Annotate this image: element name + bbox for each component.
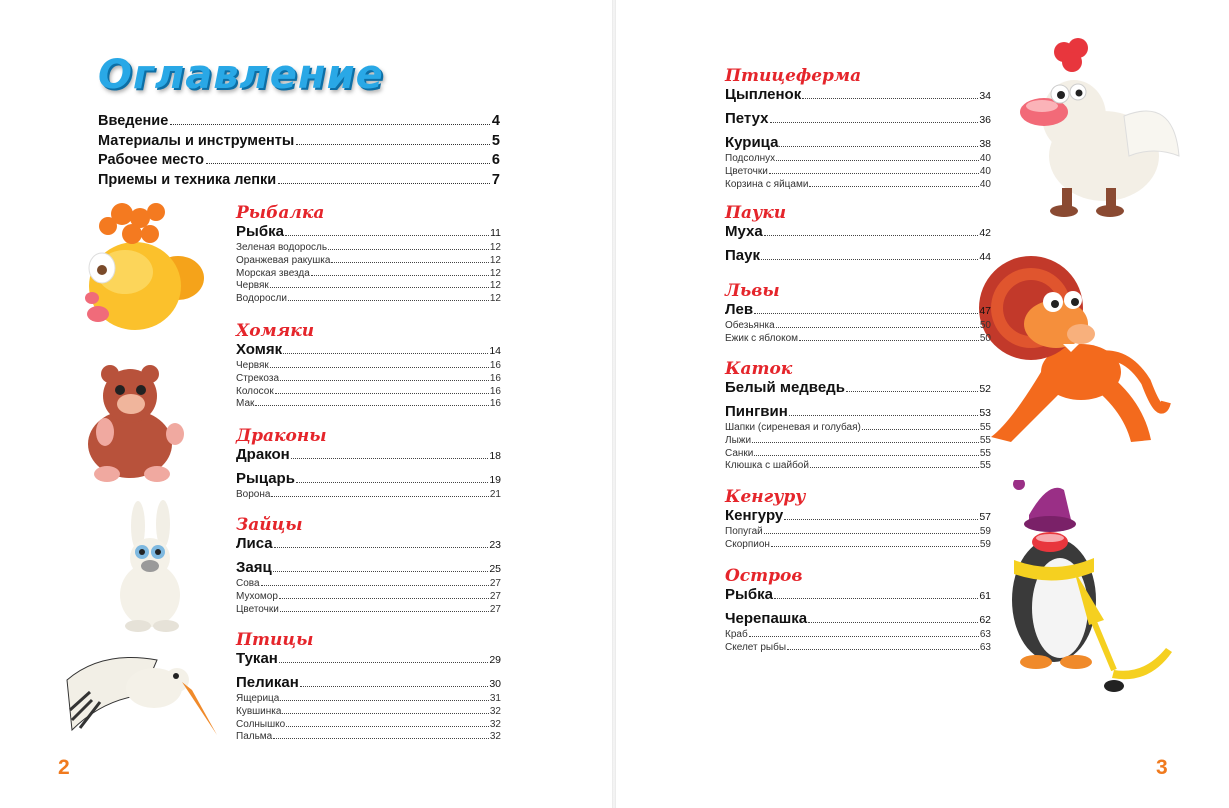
toc-section bbox=[725, 566, 991, 655]
toc-entry[interactable]: Солнышко 32 bbox=[236, 718, 501, 730]
toc-section bbox=[725, 281, 991, 346]
clay-hamster-image bbox=[75, 362, 190, 484]
toc-entry[interactable]: Водоросли 12 bbox=[236, 293, 501, 305]
toc-entry[interactable]: Лев 47 bbox=[725, 301, 991, 318]
left-page bbox=[0, 0, 612, 808]
toc-entry[interactable]: Введение 4 bbox=[98, 113, 500, 129]
toc-entry[interactable]: Зеленая водоросль 12 bbox=[236, 242, 501, 253]
toc-entry[interactable]: Цыпленок 34 bbox=[725, 86, 991, 103]
toc-entry[interactable]: Пингвин 53 bbox=[725, 403, 991, 420]
section-title: Остров bbox=[725, 566, 803, 586]
toc-entry[interactable]: Тукан 29 bbox=[236, 650, 501, 667]
toc-entry[interactable]: Лыжи 55 bbox=[725, 434, 991, 446]
toc-entry[interactable]: Кенгуру 57 bbox=[725, 507, 991, 524]
toc-entry[interactable]: Обезьянка 50 bbox=[725, 320, 991, 331]
toc-section bbox=[725, 203, 991, 266]
toc-section bbox=[236, 630, 501, 744]
toc-section bbox=[236, 515, 501, 616]
toc-entry[interactable]: Колосок 16 bbox=[236, 385, 501, 397]
clay-penguin-image bbox=[994, 480, 1174, 698]
toc-entry[interactable]: Санки 55 bbox=[725, 447, 991, 459]
toc-entry[interactable]: Ящерица 31 bbox=[236, 693, 501, 704]
section-title: Птицы bbox=[236, 630, 314, 650]
page-number-left: 2 bbox=[58, 756, 70, 779]
section-title: Птицеферма bbox=[725, 66, 862, 86]
toc-entry[interactable]: Морская звезда 12 bbox=[236, 267, 501, 279]
clay-pelican-image bbox=[62, 640, 222, 740]
toc-entry[interactable]: Рабочее место 6 bbox=[98, 152, 500, 168]
toc-entry[interactable]: Приемы и техника лепки 7 bbox=[98, 171, 500, 188]
section-title: Кенгуру bbox=[725, 487, 806, 507]
toc-entry[interactable]: Лиса 23 bbox=[236, 535, 501, 552]
toc-entry[interactable]: Материалы и инструменты 5 bbox=[98, 132, 500, 149]
toc-entry[interactable]: Попугай 59 bbox=[725, 526, 991, 537]
page-number-right: 3 bbox=[1156, 756, 1168, 779]
toc-entry[interactable]: Краб 63 bbox=[725, 629, 991, 640]
right-page bbox=[616, 0, 1229, 808]
toc-entry[interactable]: Ежик с яблоком 50 bbox=[725, 332, 991, 344]
toc-section bbox=[725, 487, 991, 552]
toc-section bbox=[236, 321, 501, 411]
toc-section bbox=[236, 203, 501, 306]
toc-entry[interactable]: Скорпион 59 bbox=[725, 538, 991, 550]
toc-entry[interactable]: Цветочки 40 bbox=[725, 165, 991, 177]
section-title: Пауки bbox=[725, 203, 787, 223]
toc-entry[interactable]: Оранжевая ракушка 12 bbox=[236, 254, 501, 266]
intro-list bbox=[98, 113, 500, 191]
section-title: Хомяки bbox=[236, 321, 315, 341]
toc-entry[interactable]: Корзина с яйцами 40 bbox=[725, 178, 991, 190]
toc-section bbox=[725, 359, 991, 473]
toc-entry[interactable]: Ворона 21 bbox=[236, 489, 501, 500]
toc-entry[interactable]: Пальма 32 bbox=[236, 731, 501, 743]
toc-entry[interactable]: Белый медведь 52 bbox=[725, 379, 991, 396]
toc-entry[interactable]: Стрекоза 16 bbox=[236, 372, 501, 384]
clay-hare-image bbox=[108, 500, 188, 635]
toc-entry[interactable]: Шапки (сиреневая и голубая) 55 bbox=[725, 422, 991, 433]
clay-fish-image bbox=[80, 198, 210, 338]
toc-entry[interactable]: Мухомор 27 bbox=[236, 590, 501, 602]
toc-entry[interactable]: Пеликан 30 bbox=[236, 674, 501, 691]
section-title: Львы bbox=[725, 281, 780, 301]
toc-entry[interactable]: Подсолнух 40 bbox=[725, 153, 991, 164]
clay-rooster-image bbox=[1014, 36, 1184, 221]
toc-entry[interactable]: Рыбка 11 bbox=[236, 223, 501, 240]
section-title: Каток bbox=[725, 359, 793, 379]
contents-title: Оглавление bbox=[98, 52, 384, 98]
toc-entry[interactable]: Скелет рыбы 63 bbox=[725, 641, 991, 653]
toc-entry[interactable]: Паук 44 bbox=[725, 247, 991, 264]
toc-entry[interactable]: Курица 38 bbox=[725, 134, 991, 151]
toc-entry[interactable]: Сова 27 bbox=[236, 578, 501, 589]
toc-entry[interactable]: Червяк 16 bbox=[236, 360, 501, 371]
toc-section bbox=[725, 66, 991, 191]
toc-entry[interactable]: Петух 36 bbox=[725, 110, 991, 127]
toc-entry[interactable]: Дракон 18 bbox=[236, 446, 501, 463]
clay-lion-image bbox=[971, 252, 1171, 452]
toc-entry[interactable]: Червяк 12 bbox=[236, 280, 501, 292]
toc-entry[interactable]: Хомяк 14 bbox=[236, 341, 501, 358]
toc-entry[interactable]: Кувшинка 32 bbox=[236, 705, 501, 717]
toc-entry[interactable]: Рыбка 61 bbox=[725, 586, 991, 603]
toc-entry[interactable]: Рыцарь 19 bbox=[236, 470, 501, 487]
toc-entry[interactable]: Цветочки 27 bbox=[236, 603, 501, 615]
toc-entry[interactable]: Муха 42 bbox=[725, 223, 991, 240]
toc-entry[interactable]: Клюшка с шайбой 55 bbox=[725, 460, 991, 472]
toc-section bbox=[236, 426, 501, 502]
toc-entry[interactable]: Заяц 25 bbox=[236, 559, 501, 576]
toc-entry[interactable]: Мак 16 bbox=[236, 398, 501, 410]
section-title: Зайцы bbox=[236, 515, 303, 535]
toc-entry[interactable]: Черепашка 62 bbox=[725, 610, 991, 627]
section-title: Рыбалка bbox=[236, 203, 325, 223]
section-title: Драконы bbox=[236, 426, 327, 446]
